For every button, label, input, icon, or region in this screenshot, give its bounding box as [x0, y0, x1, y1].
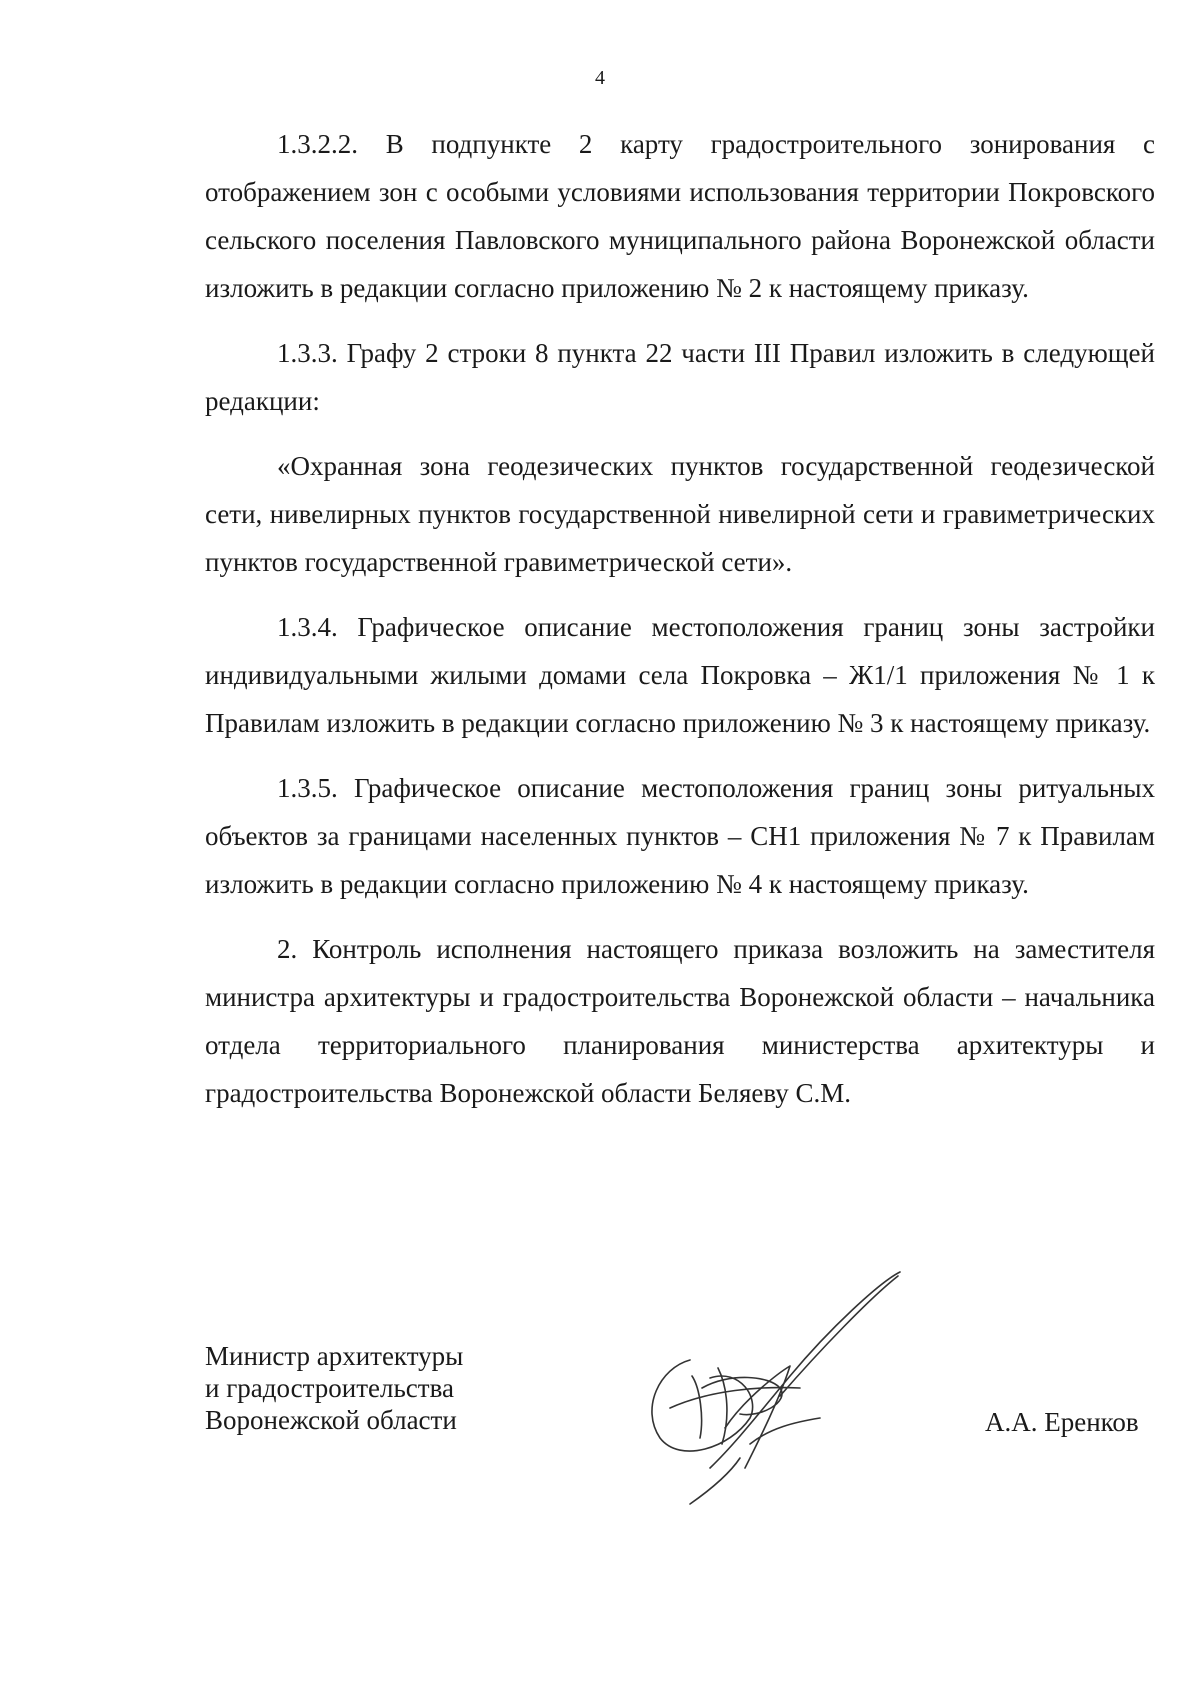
page-number: 4	[595, 67, 605, 89]
paragraph-quote: «Охранная зона геодезических пунктов государственной геодезической сети, нивелирных пунктов государственной нивелирной сети и гравиметрических пунктов государственной гравиметрической сети».	[205, 451, 1155, 577]
paragraph-1-3-3: 1.3.3. Графу 2 строки 8 пункта 22 части III Правил изложить в следующей редакции:	[205, 338, 1155, 416]
signatory-position-line: Воронежской области	[205, 1405, 457, 1435]
signatory-position-line: Министр архитектуры	[205, 1341, 464, 1371]
handwritten-signature	[630, 1268, 970, 1508]
signatory-name: А.А. Еренков	[985, 1407, 1139, 1437]
signatory-position-line: и градостроительства	[205, 1373, 454, 1403]
paragraph-1-3-2-2: 1.3.2.2. В подпункте 2 карту градостроительного зонирования с отображением зон с особыми условиями использования территории Покровского сельского поселения Павловского муниципального района Воронежской области изложить в редакции согласно приложению № 2 к настоящему приказу.	[205, 129, 1155, 303]
paragraph-1-3-4: 1.3.4. Графическое описание местоположения границ зоны застройки индивидуальными жилыми домами села Покровка – Ж1/1 приложения № 1 к Правилам изложить в редакции согласно приложению № 3 к настоящему приказу.	[205, 612, 1155, 738]
paragraph-2: 2. Контроль исполнения настоящего приказа возложить на заместителя министра архитектуры и градостроительства Воронежской области – начальника отдела территориального планирования министерства архитектуры и градостроительства Воронежской области Беляеву С.М.	[205, 934, 1155, 1108]
document-body	[205, 120, 1155, 1134]
paragraph-1-3-5: 1.3.5. Графическое описание местоположения границ зоны ритуальных объектов за границами населенных пунктов – СН1 приложения № 7 к Правилам изложить в редакции согласно приложению № 4 к настоящему приказу.	[205, 773, 1155, 899]
signatory-position	[205, 1340, 525, 1436]
